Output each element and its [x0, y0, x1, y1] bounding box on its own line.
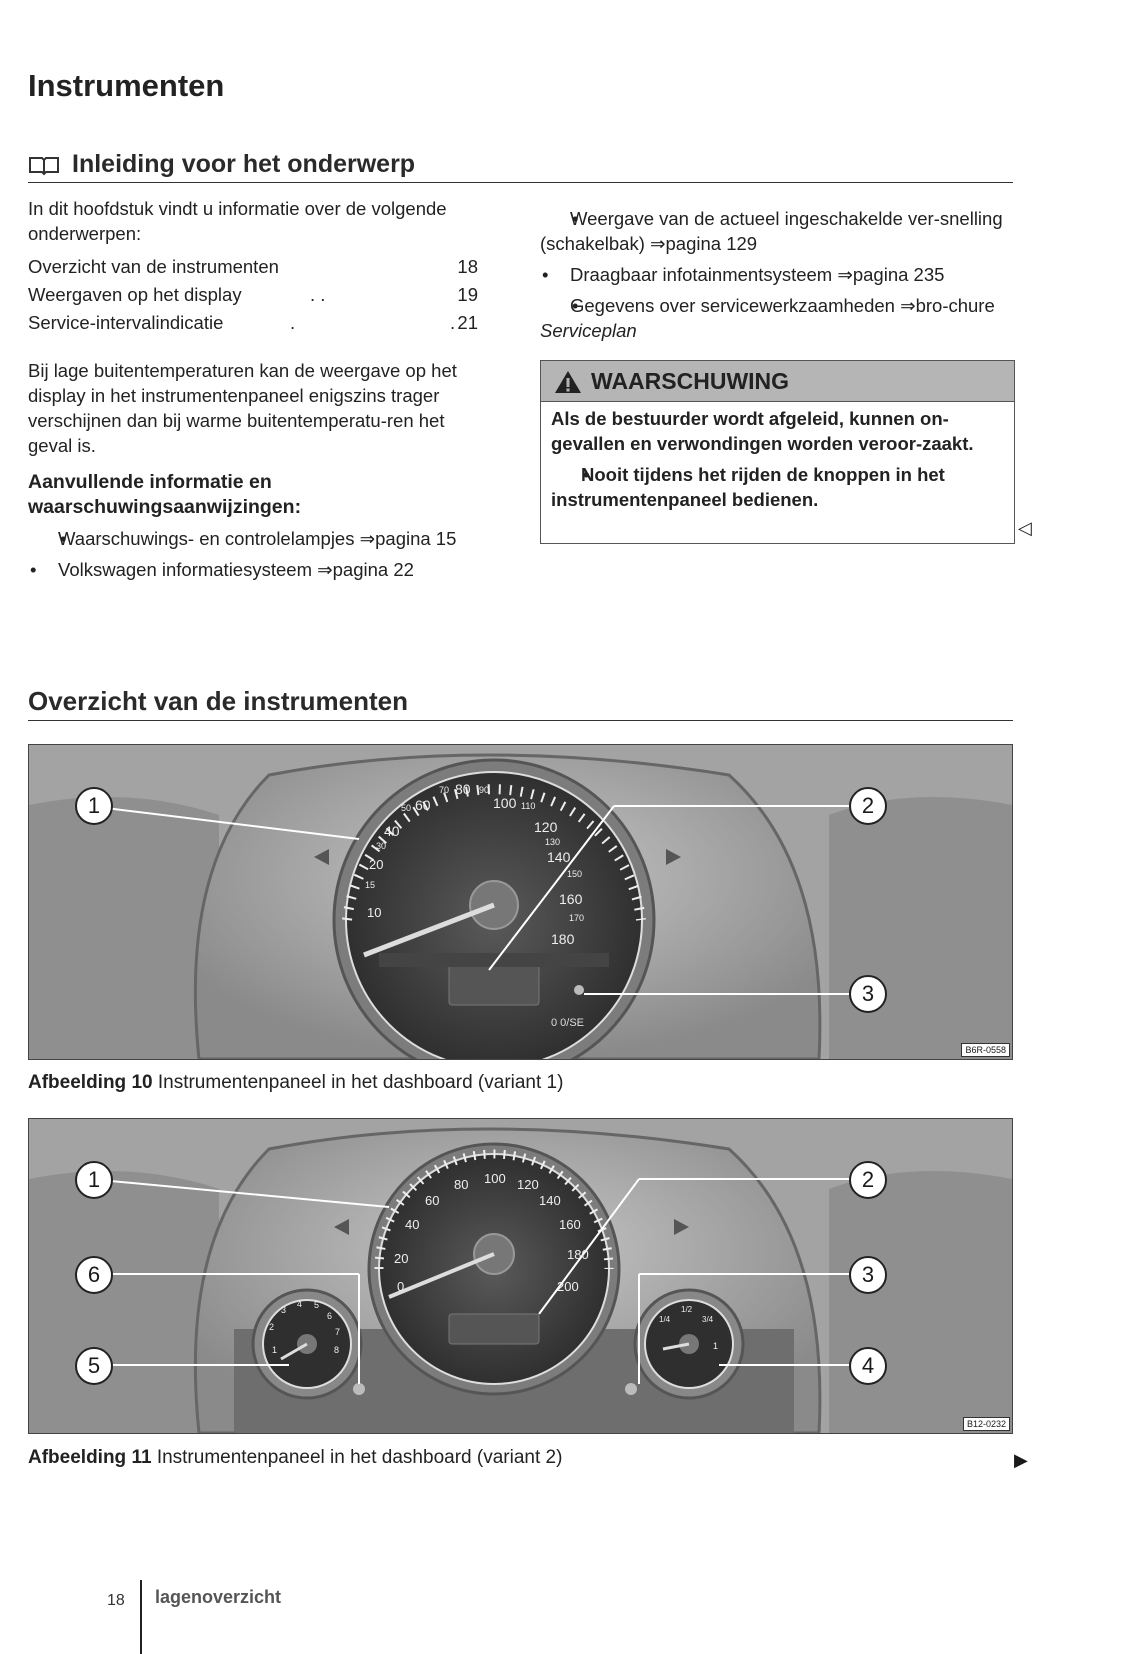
overview-section-header — [28, 682, 1013, 721]
callout-3: 3 — [849, 975, 887, 1013]
bullet-item: • Draagbaar infotainmentsysteem ⇒pagina 235 — [540, 262, 1010, 287]
caption-text: Instrumentenpaneel in het dashboard (variant 2) — [156, 1447, 563, 1468]
extra-info-heading: Aanvullende informatie en waarschuwingsaanwijzingen: — [28, 471, 302, 518]
odometer-display: 0 0/SE — [551, 1017, 585, 1029]
brochure-title: Serviceplan — [540, 320, 637, 341]
speed-tick-label: 110 — [521, 801, 536, 811]
toc-row[interactable] — [28, 282, 478, 310]
toc-label: Weergaven op het display — [28, 284, 242, 305]
toc-dots: . — [290, 312, 296, 333]
fuel-tick-label: 1/4 — [659, 1315, 671, 1324]
toc-page: 18 — [457, 256, 478, 277]
speed-tick-label: 10 — [367, 905, 382, 920]
fuel-tick-label: 1 — [713, 1341, 719, 1351]
speed-tick-label: 60 — [415, 797, 431, 813]
warning-title: WAARSCHUWING — [591, 368, 790, 394]
intro-section-header — [28, 148, 1013, 183]
intro-paragraph: Bij lage buitentemperaturen kan de weergave op het display in het instrumentenpaneel enigszins trager verschijnen dan bij warme buitentemperatu-ren het geval is. — [28, 360, 457, 456]
warning-box — [540, 360, 1015, 544]
speed-tick-label: 80 — [455, 781, 471, 797]
warning-header — [541, 361, 1014, 402]
toc-dots: . — [450, 312, 456, 333]
rpm-tick-label: 5 — [314, 1300, 320, 1310]
speed-tick-label: 0 — [397, 1279, 405, 1294]
rpm-tick-label: 4 — [297, 1299, 303, 1309]
rpm-tick-label: 6 — [327, 1311, 333, 1321]
speed-tick-label: 150 — [567, 869, 583, 879]
figure-11 — [28, 1118, 1013, 1434]
bullet-text: Gegevens over servicewerkzaamheden ⇒bro-chure — [570, 295, 995, 316]
book-icon — [28, 154, 60, 182]
speed-tick-label: 100 — [484, 1171, 506, 1186]
caption-text: Instrumentenpaneel in het dashboard (variant 1) — [157, 1072, 564, 1093]
caption-label: Afbeelding 11 — [28, 1447, 152, 1468]
speed-tick-label: 70 — [439, 785, 450, 795]
speed-tick-label: 15 — [365, 880, 376, 890]
callout-6: 6 — [75, 1256, 113, 1294]
bullet-item: • Volkswagen informatiesysteem ⇒pagina 22 — [28, 557, 478, 582]
speed-tick-label: 30 — [376, 841, 387, 851]
page-number: 18 — [107, 1592, 125, 1609]
intro-heading: Inleiding voor het onderwerp — [72, 150, 416, 178]
toc-dots: . . — [310, 284, 326, 305]
figure-11-caption — [28, 1447, 562, 1469]
next-page-mark: ▶ — [1014, 1450, 1028, 1470]
bullet-item: • Waarschuwings- en controlelampjes ⇒pagina 15 — [28, 526, 468, 551]
fuel-tick-label: 3/4 — [702, 1315, 714, 1324]
speed-tick-label: 180 — [567, 1247, 589, 1262]
rpm-tick-label: 1 — [272, 1345, 278, 1355]
callout-1: 1 — [75, 787, 113, 825]
toc-row[interactable] — [28, 310, 478, 338]
speed-tick-label: 90 — [479, 785, 490, 795]
bullet-item: • Weergave van de actueel ingeschakelde ver-snelling (schakelbak) ⇒pagina 129 — [540, 206, 1010, 256]
overview-heading: Overzicht van de instrumenten — [28, 686, 408, 716]
rpm-tick-label: 7 — [335, 1327, 341, 1337]
speed-tick-label: 80 — [454, 1177, 469, 1192]
speed-tick-label: 40 — [384, 823, 400, 839]
page-title: Instrumenten — [28, 68, 225, 103]
speed-tick-label: 50 — [401, 803, 412, 813]
speed-tick-label: 120 — [534, 819, 558, 835]
speed-tick-label: 20 — [394, 1251, 409, 1266]
toc-label: Overzicht van de instrumenten — [28, 256, 279, 277]
fuel-tick-label: 1/2 — [681, 1305, 693, 1314]
speed-tick-label: 100 — [493, 795, 517, 811]
warning-triangle-icon — [553, 369, 583, 400]
speed-tick-label: 60 — [425, 1193, 440, 1208]
speed-tick-label: 140 — [539, 1193, 561, 1208]
toc-label: Service-intervalindicatie — [28, 312, 224, 333]
callout-2: 2 — [849, 787, 887, 825]
speed-tick-label: 170 — [569, 913, 585, 923]
speed-tick-label: 20 — [369, 857, 384, 872]
speed-tick-label: 130 — [545, 837, 561, 847]
toc-page: 19 — [457, 284, 478, 305]
left-column — [28, 196, 478, 582]
speed-tick-label: 180 — [551, 931, 575, 947]
rpm-tick-label: 2 — [269, 1322, 275, 1332]
callout-1: 1 — [75, 1161, 113, 1199]
footer-section-title: lagenoverzicht — [155, 1587, 282, 1607]
callout-2: 2 — [849, 1161, 887, 1199]
intro-lead: In dit hoofdstuk vindt u informatie over de volgende onderwerpen: — [28, 198, 447, 244]
bullet-item — [540, 293, 1010, 343]
speed-tick-label: 160 — [559, 1217, 581, 1232]
figure-10-caption — [28, 1072, 563, 1094]
figure-code: B12-0232 — [963, 1417, 1010, 1431]
warning-bullet: • Nooit tijdens het rijden de knoppen in het instrumentenpaneel bedienen. — [551, 462, 1004, 512]
speed-tick-label: 200 — [557, 1279, 579, 1294]
end-mark: ◁ — [1018, 518, 1032, 538]
callout-5: 5 — [75, 1347, 113, 1385]
callout-3: 3 — [849, 1256, 887, 1294]
speed-tick-label: 120 — [517, 1177, 539, 1192]
speed-tick-label: 40 — [405, 1217, 420, 1232]
rpm-tick-label: 8 — [334, 1345, 340, 1355]
speed-tick-label: 140 — [547, 849, 571, 865]
right-column — [540, 206, 1010, 343]
figure-code: B6R-0558 — [961, 1043, 1010, 1057]
caption-label: Afbeelding 10 — [28, 1072, 153, 1093]
footer-divider — [140, 1580, 142, 1654]
toc-page: 21 — [457, 312, 478, 333]
speed-tick-label: 160 — [559, 891, 583, 907]
callout-4: 4 — [849, 1347, 887, 1385]
toc-list — [28, 254, 478, 338]
figure-10 — [28, 744, 1013, 1060]
warning-text: Als de bestuurder wordt afgeleid, kunnen on-gevallen en verwondingen worden veroor-zaakt. — [551, 408, 974, 454]
rpm-tick-label: 3 — [281, 1305, 287, 1315]
toc-row[interactable] — [28, 254, 478, 282]
